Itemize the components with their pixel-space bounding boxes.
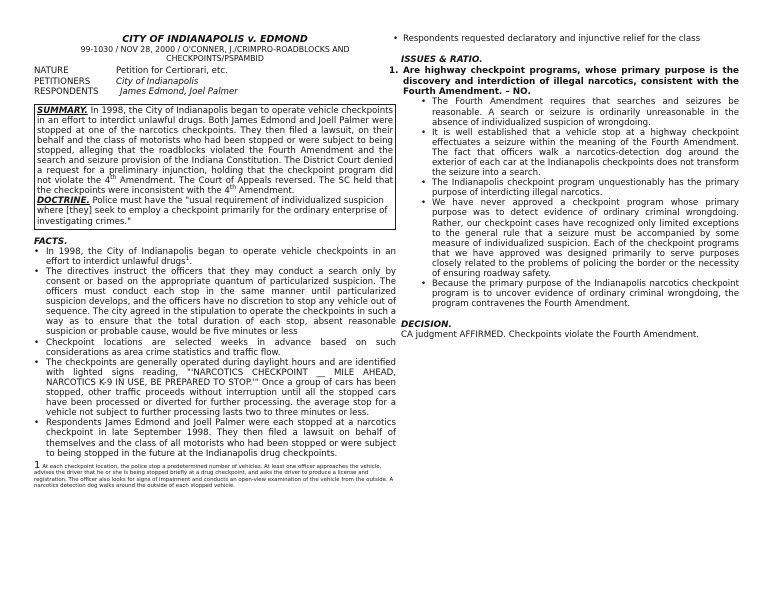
doctrine-heading: DOCTRINE. — [37, 196, 90, 207]
doctrine-text: Police must have the "usual requirement of individualized suspicion where [they] seek to employ a checkpoint primarily for the ordinary enterprise of investigating crimes." — [37, 196, 388, 227]
issue-number: 1. — [389, 66, 399, 77]
ordinal-suffix: th — [229, 184, 237, 192]
issue-text: Are highway checkpoint programs, whose primary purpose is the discovery and interdiction of illegal narcotics, consistent with the Fourth Amendment. – NO. — [403, 66, 739, 97]
summary-heading: SUMMARY. — [37, 105, 88, 116]
list-item: • Respondents James Edmond and Joell Palmer were each stopped at a narcotics checkpoint in late September 1998. They then filed a lawsuit on behalf of themselves and the class of all motorists who had been stopped or were subject to being stopped in the future at the Indianapolis drug checkpoints. — [34, 418, 396, 458]
left-column — [34, 34, 396, 489]
list-item: • The Indianapolis checkpoint program unquestionably has the primary purpose of interdicting illegal narcotics. — [419, 178, 739, 198]
issue-1 — [389, 66, 739, 97]
decision-text: CA judgment AFFIRMED. Checkpoints violate the Fourth Amendment. — [401, 330, 699, 341]
relief-list — [391, 34, 739, 44]
info-value: City of Indianapolis — [116, 76, 199, 87]
footnote — [34, 459, 396, 490]
list-item: • It is well established that a vehicle stop at a highway checkpoint effectuates a seizure within the meaning of the Fourth Amendment. The fact that officers walk a narcotics-detection dog around the exterior of each car at the Indianapolis checkpoints does not transform the seizure into a search. — [419, 128, 739, 178]
case-info-table — [34, 66, 396, 98]
facts-list — [34, 247, 396, 459]
case-meta-line-1: 99-1030 / NOV 28, 2000 / O'CONNER, J./CRIMPRO-ROADBLOCKS AND — [80, 45, 350, 54]
facts-heading: FACTS. — [34, 236, 68, 247]
list-item: • Respondents requested declaratory and injunctive relief for the class — [391, 34, 739, 44]
info-row-nature — [34, 66, 396, 77]
list-item: • The directives instruct the officers that they may conduct a search only by consent or based on the appropriate quantum of particularized suspicion. The officers must conduct each stop in the same manner until particularized suspicion develops, and the officers have no discretion to stop any vehicle out of sequence. The city agreed in the stipulation to operate the checkpoints in such a way as to ensure that the total duration of each stop, absent reasonable suspicion or probable cause, would be five minutes or less — [34, 267, 396, 338]
info-label: RESPONDENTS — [34, 87, 99, 97]
fact-text-suffix: . — [189, 256, 193, 267]
summary-box — [34, 104, 396, 230]
list-item: • The checkpoints are generally operated during daylight hours and are identified with lighted signs reading, "'NARCOTICS CHECKPOINT __ MILE AHEAD, NARCOTICS K-9 IN USE, BE PREPARED TO STOP.'" Once a group of cars has been stopped, other traffic proceeds without interruption until all the stopped cars have been processed or diverted for further processing. the average stop for a vehicle not subject to further processing lasts two to three minutes or less. — [34, 358, 396, 419]
ratio-list — [419, 97, 739, 309]
footnote-mark: 1 — [34, 459, 41, 471]
issues-heading: ISSUES & RATIO. — [401, 55, 483, 66]
right-column — [389, 34, 739, 341]
footnote-text: At each checkpoint location, the police stop a predetermined number of vehicles. At least one officer approaches the vehicle, advises the driver that he or she is being stopped briefly at a drug checkpoint, and asks the driver to produce a license and registration. The officer also looks for signs of impairment and conducts an open-view examination of the vehicle from the outside. A narcotics detection dog walks around the outside of each stopped vehicle. — [34, 463, 394, 489]
list-item: • Because the primary purpose of the Indianapolis narcotics checkpoint program is to uncover evidence of ordinary criminal wrongdoing, the program contravenes the Fourth Amendment. — [419, 279, 739, 309]
info-value: James Edmond, Joel Palmer — [120, 87, 238, 97]
fact-text: In 1998, the City of Indianapolis began to operate vehicle checkpoints in an effort to interdict unlawful drugs — [46, 246, 396, 267]
list-item: • Checkpoint locations are selected weeks in advance based on such considerations as area crime statistics and traffic flow. — [34, 338, 396, 358]
decision-heading: DECISION. — [401, 320, 452, 331]
case-title: CITY OF INDIANAPOLIS v. EDMOND — [122, 34, 308, 45]
list-item: • The Fourth Amendment requires that searches and seizures be reasonable. A search or seizure is ordinarily unreasonable in the absence of individualized suspicion of wrongdoing. — [419, 97, 739, 127]
footnote-ref: 1 — [185, 254, 190, 262]
case-meta-line-2: CHECKPOINTS/PSPAMBID — [166, 54, 264, 63]
info-row-respondents — [34, 87, 396, 98]
info-value: Petition for Certiorari, etc. — [116, 66, 228, 76]
ordinal-suffix: th — [110, 174, 117, 182]
summary-paragraph — [37, 106, 393, 197]
list-item — [34, 247, 396, 267]
summary-text-end: Amendment. — [236, 186, 295, 197]
doctrine-paragraph — [37, 196, 393, 226]
info-row-petitioners — [34, 77, 396, 88]
summary-text-mid: Amendment. The Court of Appeals reversed. The SC held that the checkpoints were inconsistent with the 4 — [37, 176, 393, 197]
info-label: NATURE — [34, 66, 69, 76]
summary-text: In 1998, the City of Indianapolis began to operate vehicle checkpoints in an effort to interdict unlawful drugs. Both James Edmond and Joell Palmer were stopped at one of the narcotics checkpoints. They then filed a lawsuit, on their behalf and the class of motorists who had been stopped or were subject to being stopped, alleging that the roadblocks violated the Fourth Amendment and the search and seizure provision of the Indiana Constitution. The District Court denied a request for a preliminary injunction, holding that the checkpoint program did not violate the 4 — [37, 105, 393, 187]
list-item: • We have never approved a checkpoint program whose primary purpose was to detect evidence of ordinary criminal wrongdoing. Rather, our checkpoint cases have recognized only limited exceptions to the general rule that a seizure must be accompanied by some measure of individualized suspicion. Each of the checkpoint programs that we have approved was designed primarily to serve purposes closely related to the problems of policing the border or the necessity of ensuring roadway safety. — [419, 198, 739, 279]
info-label: PETITIONERS — [34, 76, 91, 87]
